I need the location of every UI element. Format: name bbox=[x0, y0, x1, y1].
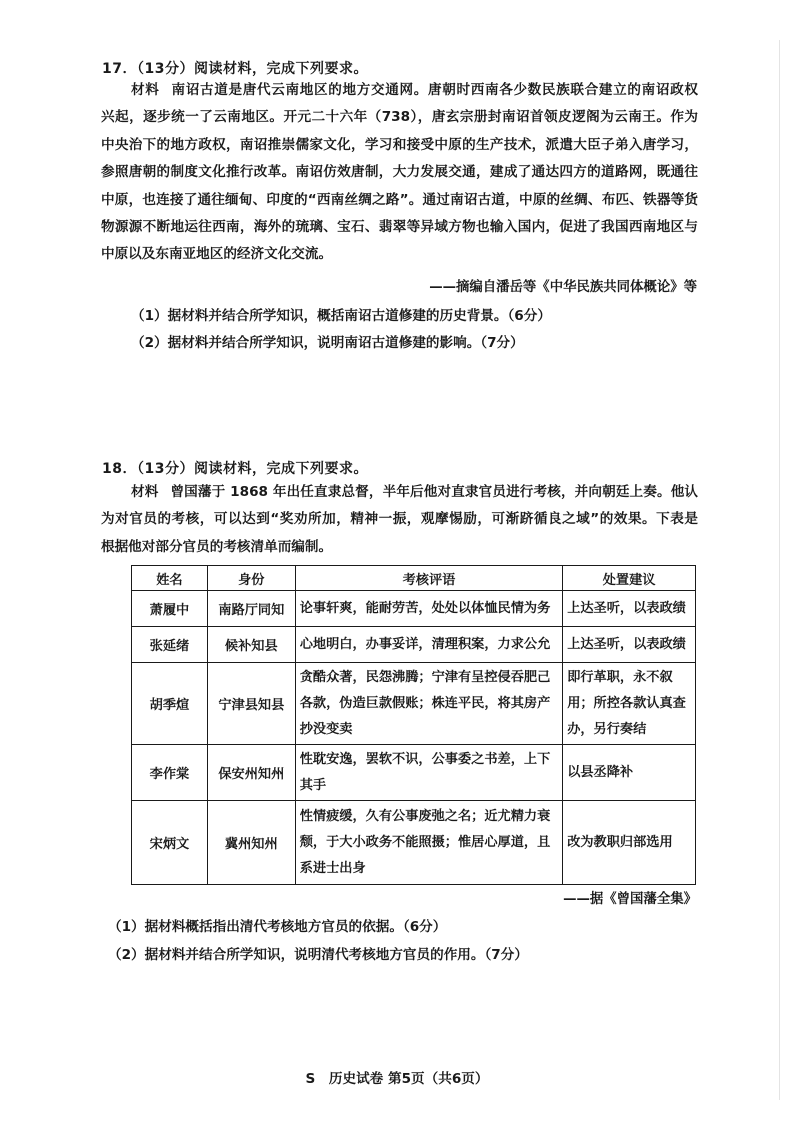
cell-role: 南路厅同知 bbox=[207, 591, 295, 627]
cell-action: 上达圣听，以表政绩 bbox=[563, 627, 696, 663]
cell-name: 胡季煊 bbox=[132, 663, 208, 745]
header-action: 处置建议 bbox=[563, 566, 696, 591]
page-edge-line bbox=[779, 40, 780, 1100]
cell-comment: 性耽安逸，罢软不识，公事委之书差，上下其手 bbox=[295, 745, 562, 801]
q18-material bbox=[101, 479, 698, 561]
cell-name: 张延绪 bbox=[132, 627, 208, 663]
cell-comment: 性情疲缓，久有公事废弛之名；近尤精力衰颓，于大小政务不能照摄；惟居心厚道，且系进士出身 bbox=[295, 801, 562, 885]
header-name: 姓名 bbox=[132, 566, 208, 591]
page-footer: S 历史试卷 第5页（共6页） bbox=[305, 1071, 489, 1087]
cell-action: 改为教职归部选用 bbox=[563, 801, 696, 885]
q17-line-1: 材料 南诏古道是唐代云南地区的地方交通网。唐朝时西南各少数民族联合建立的南诏政权 bbox=[131, 82, 698, 98]
q17-sub-question-1: （1）据材料并结合所学知识，概括南诏古道修建的历史背景。（6分） bbox=[131, 308, 551, 324]
cell-comment: 贪酷众著，民怨沸腾；宁津有呈控侵吞肥己各款，伪造巨款假账；株连平民，将其房产抄没变卖 bbox=[295, 663, 562, 745]
cell-role: 宁津县知县 bbox=[207, 663, 295, 745]
cell-action: 以县丞降补 bbox=[563, 745, 696, 801]
cell-role: 候补知县 bbox=[207, 627, 295, 663]
table-row bbox=[132, 801, 696, 885]
cell-name: 李作棠 bbox=[132, 745, 208, 801]
table-row bbox=[132, 745, 696, 801]
cell-action: 上达圣听，以表政绩 bbox=[563, 591, 696, 627]
cell-comment: 心地明白，办事妥详，清理积案，力求公允 bbox=[295, 627, 562, 663]
table-row bbox=[132, 663, 696, 745]
cell-name: 宋炳文 bbox=[132, 801, 208, 885]
q17-material bbox=[101, 77, 698, 269]
q18-sub-question-1: （1）据材料概括指出清代考核地方官员的依据。（6分） bbox=[108, 919, 447, 935]
table-row bbox=[132, 591, 696, 627]
q17-material-label: 材料 bbox=[131, 82, 160, 98]
q17-line-7: 中原以及东南亚地区的经济文化交流。 bbox=[101, 246, 333, 263]
q18-material-label: 材料 bbox=[131, 484, 159, 500]
q18-sub-question-2: （2）据材料并结合所学知识，说明清代考核地方官员的作用。（7分） bbox=[108, 947, 528, 963]
cell-comment: 论事轩爽，能耐劳苦，处处以体恤民情为务 bbox=[295, 591, 562, 627]
q17-source: ——摘编自潘岳等《中华民族共同体概论》等 bbox=[429, 280, 697, 295]
q17-line-3: 中央治下的地方政权，南诏推崇儒家文化，学习和接受中原的生产技术，派遣大臣子弟入唐学习， bbox=[101, 136, 698, 153]
q17-line-2: 兴起，逐步统一了云南地区。开元二十六年（738），唐玄宗册封南诏首领皮逻阁为云南王。作为 bbox=[101, 109, 698, 126]
assessment-table bbox=[131, 565, 696, 885]
cell-role: 冀州知州 bbox=[207, 801, 295, 885]
q18-line-1: 材料 曾国藩于 1868 年出任直隶总督，半年后他对直隶官员进行考核，并向朝廷上奏。他认 bbox=[131, 484, 698, 500]
q17-sub-question-2: （2）据材料并结合所学知识，说明南诏古道修建的影响。（7分） bbox=[131, 335, 524, 351]
q18-line-3: 根据他对部分官员的考核清单而编制。 bbox=[101, 538, 333, 555]
q18-source: ——据《曾国藩全集》 bbox=[563, 892, 697, 907]
q18-title: 18．（13分）阅读材料，完成下列要求。 bbox=[102, 461, 368, 477]
q17-line-6: 物源源不断地运往西南，海外的琉璃、宝石、翡翠等异域方物也输入国内，促进了我国西南地区与 bbox=[101, 219, 698, 236]
table-header-row bbox=[132, 566, 696, 591]
cell-action: 即行革职，永不叙用；所控各款认真查办，另行奏结 bbox=[563, 663, 696, 745]
q18-line-2: 为对官员的考核，可以达到“奖劝所加，精神一振，观摩惕励，可渐跻循良之域”的效果。下表是 bbox=[101, 511, 698, 528]
cell-role: 保安州知州 bbox=[207, 745, 295, 801]
table-row bbox=[132, 627, 696, 663]
header-role: 身份 bbox=[207, 566, 295, 591]
header-comment: 考核评语 bbox=[295, 566, 562, 591]
q17-title: 17．（13分）阅读材料，完成下列要求。 bbox=[102, 61, 368, 77]
q17-line-5: 中原，也连接了通往缅甸、印度的“西南丝绸之路”。通过南诏古道，中原的丝绸、布匹、铁器等货 bbox=[101, 191, 698, 208]
q17-line-4: 参照唐朝的制度文化推行改革。南诏仿效唐制，大力发展交通，建成了通达四方的道路网，既通往 bbox=[101, 164, 698, 181]
cell-name: 萧履中 bbox=[132, 591, 208, 627]
